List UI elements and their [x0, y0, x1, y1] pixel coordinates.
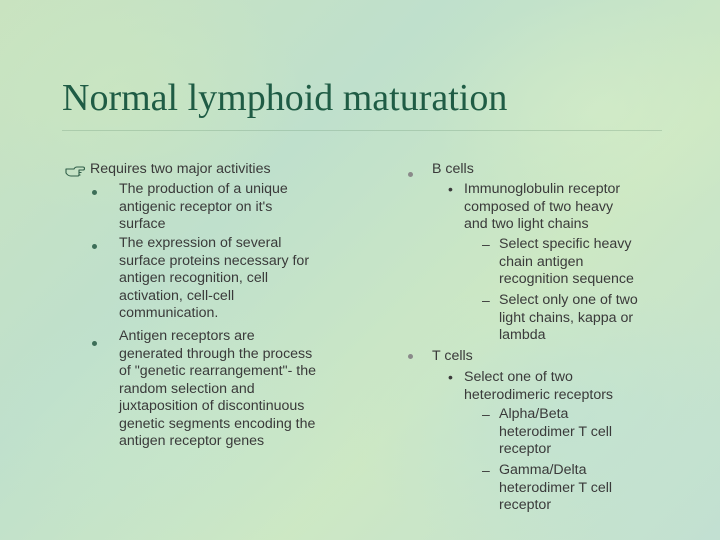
- sub-bullet-mark: •: [448, 369, 453, 385]
- dash-mark: –: [482, 236, 490, 252]
- dash-mark: –: [482, 406, 490, 422]
- dash-mark: –: [482, 462, 490, 478]
- bullet-dot-icon: [92, 190, 97, 195]
- bullet-dot-icon: [408, 172, 413, 177]
- slide-title: Normal lymphoid maturation: [62, 77, 508, 119]
- b-cells-subsub-2: Select only one of two light chains, kappa or lambda: [499, 292, 638, 343]
- left-item-2: The expression of several surface proteins necessary for antigen recognition, cell activation, cell-cell communication.: [119, 235, 310, 321]
- dash-mark: –: [482, 292, 490, 308]
- left-item-1: The production of a unique antigenic receptor on it's surface: [119, 181, 288, 232]
- bullet-dot-icon: [408, 354, 413, 359]
- t-cells-subsub-1: Alpha/Beta heterodimer T cell receptor: [499, 406, 613, 457]
- b-cells-subsub-1: Select specific heavy chain antigen recognition sequence: [499, 236, 634, 287]
- b-cells-heading: B cells: [432, 161, 474, 177]
- left-heading: Requires two major activities: [90, 161, 271, 177]
- t-cells-sub: Select one of two heterodimeric receptors: [464, 369, 614, 403]
- bullet-dot-icon: [92, 244, 97, 249]
- left-item-3: Antigen receptors are generated through the process of "genetic rearrangement"- the random selection and juxtaposition of discontinuous genetic segments encoding the antigen receptor genes: [119, 328, 316, 449]
- sub-bullet-mark: •: [448, 181, 453, 197]
- t-cells-heading: T cells: [432, 348, 473, 364]
- b-cells-sub: Immunoglobulin receptor composed of two heavy and two light chains: [464, 181, 621, 232]
- bullet-dot-icon: [92, 341, 97, 346]
- t-cells-subsub-2: Gamma/Delta heterodimer T cell receptor: [499, 462, 613, 513]
- pointing-hand-icon: [65, 163, 85, 177]
- title-divider: [62, 130, 662, 131]
